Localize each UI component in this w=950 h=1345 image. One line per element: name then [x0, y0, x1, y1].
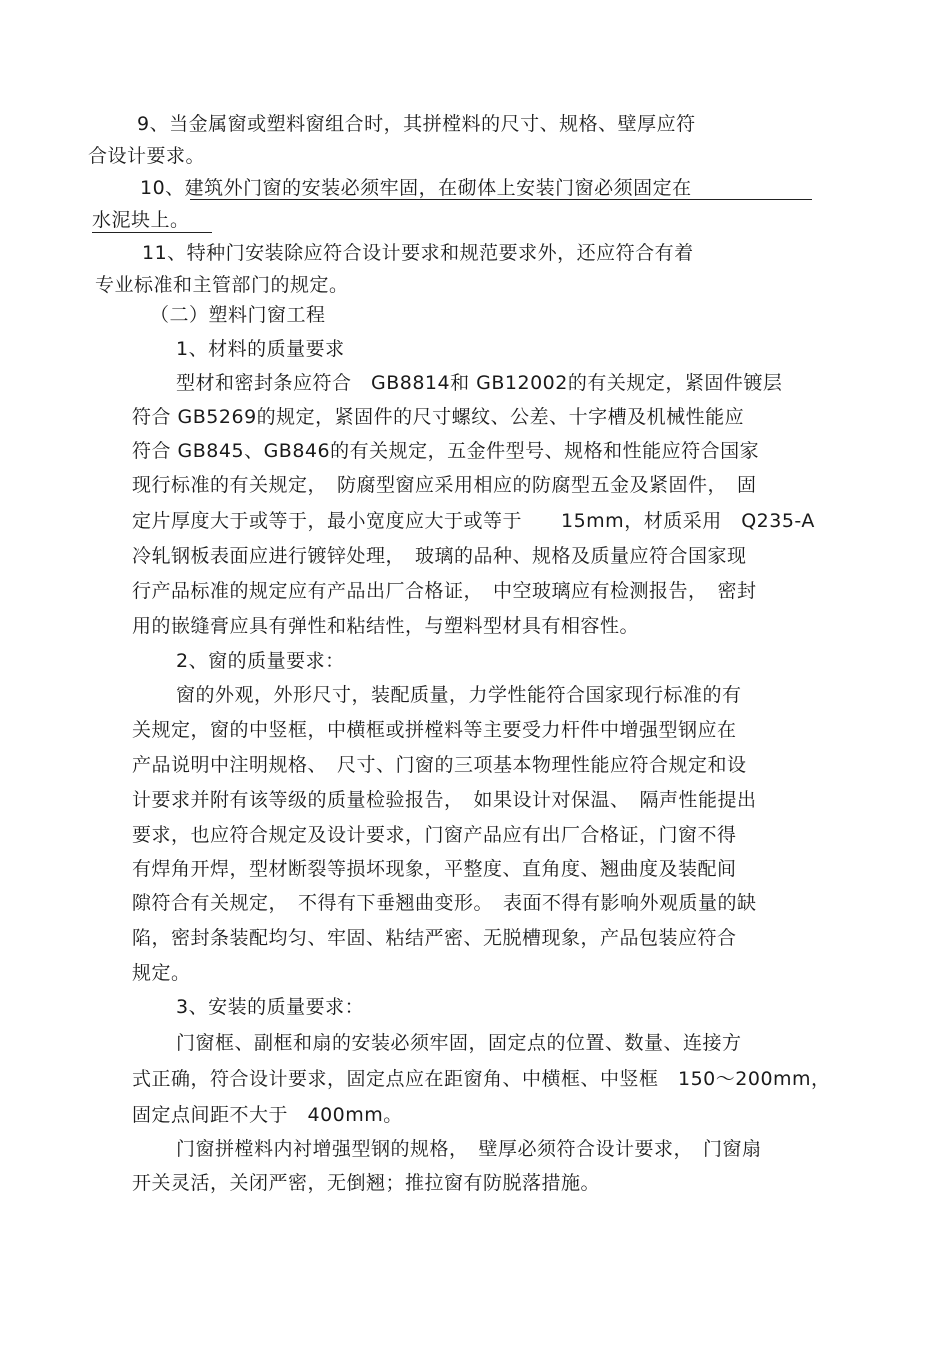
underline-1: [190, 199, 812, 200]
section-title: （二）塑料门窗工程: [150, 304, 326, 326]
s1-line-3: 符合 GB845、GB846的有关规定，五金件型号、规格和性能应符合国家: [132, 440, 760, 462]
s2-line-2: 关规定，窗的中竖框，中横框或拼樘料等主要受力杆件中增强型钢应在: [132, 719, 737, 741]
paragraph-10-line-2: 水泥块上。: [92, 209, 190, 231]
subsection-2-heading: 2、窗的质量要求：: [176, 650, 345, 672]
s2-line-1: 窗的外观，外形尺寸，装配质量，力学性能符合国家现行标准的有: [176, 684, 742, 706]
s2-line-9: 规定。: [132, 962, 191, 984]
paragraph-9-line-2: 合设计要求。: [88, 145, 206, 167]
s1-line-7: 行产品标准的规定应有产品出厂合格证， 中空玻璃应有检测报告， 密封: [132, 580, 757, 602]
s1-line-2: 符合 GB5269的规定，紧固件的尺寸螺纹、公差、十字槽及机械性能应: [132, 406, 745, 428]
s3-line-2: 式正确，符合设计要求，固定点应在距窗角、中横框、中竖框 150～200mm，: [132, 1068, 831, 1090]
s2-line-4: 计要求并附有该等级的质量检验报告， 如果设计对保温、 隔声性能提出: [132, 789, 757, 811]
s1-line-8: 用的嵌缝膏应具有弹性和粘结性，与塑料型材具有相容性。: [132, 615, 640, 637]
s2-line-5: 要求，也应符合规定及设计要求，门窗产品应有出厂合格证，门窗不得: [132, 824, 737, 846]
subsection-1-heading: 1、材料的质量要求: [176, 338, 345, 360]
s3-line-5: 开关灵活，关闭严密，无倒翘；推拉窗有防脱落措施。: [132, 1172, 601, 1194]
s3-line-4: 门窗拼樘料内衬增强型钢的规格， 壁厚必须符合设计要求， 门窗扇: [176, 1138, 762, 1160]
paragraph-9-line-1: 9、当金属窗或塑料窗组合时，其拼樘料的尺寸、规格、壁厚应符: [137, 113, 696, 135]
s2-line-7: 隙符合有关规定， 不得有下垂翘曲变形。 表面不得有影响外观质量的缺: [132, 892, 757, 914]
s3-line-3: 固定点间距不大于 400mm。: [132, 1104, 403, 1126]
s1-line-4: 现行标准的有关规定， 防腐型窗应采用相应的防腐型五金及紧固件， 固: [132, 474, 757, 496]
paragraph-10-line-1: 10、建筑外门窗的安装必须牢固，在砌体上安装门窗必须固定在: [140, 177, 692, 199]
subsection-3-heading: 3、安装的质量要求：: [176, 996, 365, 1018]
s2-line-8: 陷，密封条装配均匀、牢固、粘结严密、无脱槽现象，产品包装应符合: [132, 927, 737, 949]
s2-line-3: 产品说明中注明规格、 尺寸、门窗的三项基本物理性能应符合规定和设: [132, 754, 747, 776]
s1-line-5: 定片厚度大于或等于，最小宽度应大于或等于 15mm，材质采用 Q235-A: [132, 510, 815, 532]
s1-line-6: 冷轧钢板表面应进行镀锌处理， 玻璃的品种、规格及质量应符合国家现: [132, 545, 747, 567]
s1-line-1: 型材和密封条应符合 GB8814和 GB12002的有关规定，紧固件镀层: [176, 372, 783, 394]
paragraph-11-line-2: 专业标准和主管部门的规定。: [95, 274, 349, 296]
paragraph-11-line-1: 11、特种门安装除应符合设计要求和规范要求外，还应符合有着: [142, 242, 694, 264]
s2-line-6: 有焊角开焊，型材断裂等损坏现象，平整度、直角度、翘曲度及装配间: [132, 858, 737, 880]
s3-line-1: 门窗框、副框和扇的安装必须牢固，固定点的位置、数量、连接方: [176, 1032, 742, 1054]
underline-2: [92, 232, 212, 233]
